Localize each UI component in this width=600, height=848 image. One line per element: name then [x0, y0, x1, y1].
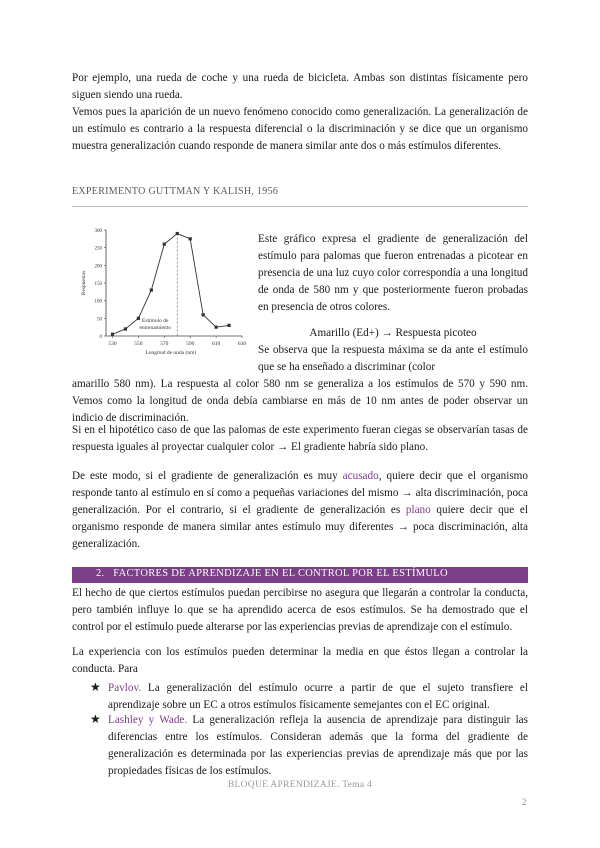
- intro-paragraph-2: Vemos pues la aparición de un nuevo fenómeno conocido como generalización. La generalización de un estímulo es contrario a la respuesta diferencial o la discriminación y se dice que un organismo muestra generalización cuando responde de manera similar ante dos o más estímulos diferentes.: [72, 106, 528, 152]
- intro-paragraph-1: Por ejemplo, una rueda de coche y una rueda de bicicleta. Ambas son distintas físicamente pero siguen siendo una rueda.: [72, 72, 528, 101]
- data-point: [111, 333, 114, 336]
- experiment-description: Este gráfico expresa el gradiente de generalización del estímulo para palomas que fueron entrenadas a picotear en presencia de una luz cuyo color correspondía a una longitud de onda de 580 nm y que posteriormente fueron probadas en presencia de otros colores.: [258, 233, 528, 313]
- data-point: [189, 237, 192, 240]
- divider: [72, 206, 528, 207]
- y-tick-label: 300: [94, 229, 102, 234]
- x-tick-label: 530: [108, 341, 117, 347]
- data-point: [176, 232, 179, 235]
- data-point: [163, 243, 166, 246]
- gradient-paragraph: De este modo, si el gradiente de generalización es muy acusado, quiere decir que el organismo responde tanto al estímulo en sí como a pequeñas variaciones del mismo → alta discriminación, poca generalización. Por el contrario, si el gradiente de generalización es plano quiere decir que el organismo responde de manera similar antes estímulo muy diferentes → poca discriminación, alta generalización.: [72, 470, 528, 550]
- annotation-line-2: entrenamiento: [139, 324, 171, 331]
- observation-text-full: amarillo 580 nm). La respuesta al color 580 nm se generaliza a los estímulos de 570 y 590 nm. Vemos como la longitud de onda debía cambiarse en más de 10 nm antes de poder observar un indicio de discriminación.: [72, 378, 528, 424]
- y-tick-label: 250: [94, 246, 102, 252]
- generalization-gradient-chart: [78, 224, 250, 362]
- footer-label: BLOQUE APRENDIZAJE. Tema 4: [227, 780, 373, 790]
- data-point: [150, 288, 153, 291]
- y-tick-label: 100: [94, 299, 102, 305]
- bullet-lashley-wade: Lashley y Wade. La generalización refleja la ausencia de aprendizaje para distinguir las diferencias entre los estímulos. Consideran además que la forma del gradiente de generalización es determinada por las experiencias previas de aprendizaje más que por las propiedades físicas de los estímulos.: [108, 714, 528, 777]
- series-line: [112, 234, 229, 335]
- x-tick-label: 630: [237, 341, 247, 347]
- x-tick-label: 570: [160, 341, 169, 347]
- y-tick-label: 0: [99, 335, 102, 340]
- annotation-line-1: Estímulo de: [142, 317, 169, 324]
- y-tick-label: 150: [94, 282, 102, 287]
- page-number: 2: [522, 797, 527, 807]
- acusado-highlight: acusado: [342, 470, 379, 482]
- data-point: [202, 313, 205, 316]
- x-tick-label: 610: [211, 341, 221, 347]
- y-axis-label: Respuestas: [81, 270, 87, 296]
- y-tick-label: 200: [94, 264, 102, 270]
- section-title: 2. FACTORES DE APRENDIZAJE EN EL CONTROL POR EL ESTÍMULO: [96, 568, 448, 579]
- bullet-pavlov: Pavlov. La generalización del estímulo ocurre a partir de que el sujeto transfiere el aprendizaje sobre un EC a otros estímulos físicamente semejantes con el EC original.: [108, 682, 528, 711]
- plano-highlight: plano: [405, 504, 431, 516]
- observation-text-side: Se observa que la respuesta máxima se da ante el estímulo que se ha enseñado a discriminar (color: [258, 344, 528, 373]
- star-bullet-icon: ★: [90, 712, 101, 726]
- author-lashley-wade: Lashley y Wade.: [108, 714, 188, 726]
- data-point: [214, 326, 217, 329]
- x-tick-label: 590: [186, 341, 195, 347]
- data-point: [137, 317, 140, 320]
- data-point: [227, 324, 230, 327]
- data-point: [124, 327, 127, 330]
- author-pavlov: Pavlov.: [108, 682, 142, 694]
- section-paragraph-2: La experiencia con los estímulos pueden determinar la media en que éstos llegan a controlar la conducta. Para: [72, 646, 528, 675]
- x-axis-label: Longitud de onda (nm): [145, 350, 197, 356]
- y-tick-label: 50: [97, 317, 102, 323]
- blind-hypothesis-text: Si en el hipotético caso de que las palomas de este experimento fueran ciegas se observarían tasas de respuesta iguales al proyectar cualquier color → El gradiente habría sido plano.: [72, 424, 528, 453]
- training-rule: Amarillo (Ed+) → Respuesta picoteo: [309, 327, 477, 339]
- x-tick-label: 550: [134, 341, 143, 347]
- experiment-title: EXPERIMENTO GUTTMAN Y KALISH, 1956: [72, 186, 279, 197]
- section-paragraph-1: El hecho de que ciertos estímulos puedan percibirse no asegura que llegarán a controlar la conducta, pero también influye lo que se ha aprendido acerca de esos estímulos. Se ha demostrado que el control por el estímulo puede alterarse por las experiencias previas de aprendizaje con el estímulo.: [72, 587, 528, 633]
- star-bullet-icon: ★: [90, 680, 101, 694]
